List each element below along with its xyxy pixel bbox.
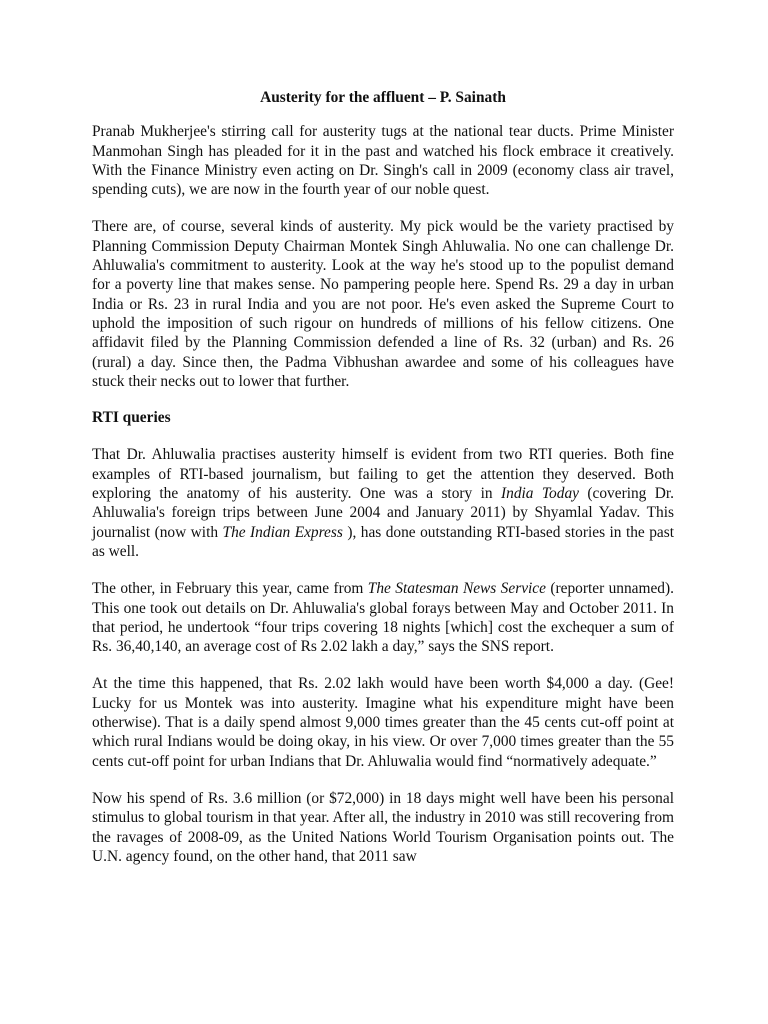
paragraph-4-text-a: The other, in February this year, came from (92, 580, 368, 598)
publication-statesman-news-service: The Statesman News Service (367, 580, 546, 598)
paragraph-4-text-b: (reporter unnamed). This one took out details on Dr. Ahluwalia's global forays between May and October 2011. In that period, he undertook “four trips covering 18 nights [which] cost the exchequer a sum of Rs. 36,40,140, an average cost of Rs 2.02 lakh a day,” says the SNS report. (92, 580, 674, 656)
article-body (92, 88, 674, 884)
paragraph-5: At the time this happened, that Rs. 2.02 lakh would have been worth $4,000 a day. (Gee! Lucky for us Montek was into austerity. Imagine what his expenditure might have been otherwise). That is a daily spend almost 9,000 times greater than the 45 cents cut-off point at which rural Indians would be doing okay, in his view. Or over 7,000 times greater than the 55 cents cut-off point for urban Indians that Dr. Ahluwalia would find “normatively adequate.” (92, 675, 674, 770)
paragraph-3-text-a: That Dr. Ahluwalia practises austerity himself is evident from two RTI queries. Both fine examples of RTI-based journalism, but failing to get the attention they deserved. Both exploring the anatomy of his austerity. One was a story in (92, 446, 674, 503)
paragraph-2: There are, of course, several kinds of austerity. My pick would be the variety practised by Planning Commission Deputy Chairman Montek Singh Ahluwalia. No one can challenge Dr. Ahluwalia's commitment to austerity. Look at the way he's stood up to the populist demand for a poverty line that makes sense. No pampering people here. Spend Rs. 29 a day in urban India or Rs. 23 in rural India and you are not poor. He's even asked the Supreme Court to uphold the imposition of such rigour on hundreds of millions of his fellow citizens. One affidavit filed by the Planning Commission defended a line of Rs. 32 (urban) and Rs. 26 (rural) a day. Since then, the Padma Vibhushan awardee and some of his colleagues have stuck their necks out to lower that further. (92, 218, 674, 390)
paragraph-4 (92, 579, 674, 656)
paragraph-3-text-b: (covering Dr. Ahluwalia's foreign trips between June 2004 and January 2011) by Shyamlal Yadav. This journalist (now with (92, 485, 674, 541)
paragraph-6: Now his spend of Rs. 3.6 million (or $72,000) in 18 days might well have been his personal stimulus to global tourism in that year. After all, the industry in 2010 was still recovering from the ravages of 2008-09, as the United Nations World Tourism Organisation points out. The U.N. agency found, on the other hand, that 2011 saw (92, 789, 674, 865)
section-heading-rti-queries: RTI queries (92, 409, 171, 427)
paragraph-1: Pranab Mukherjee's stirring call for austerity tugs at the national tear ducts. Prime Minister Manmohan Singh has pleaded for it in the past and watched his flock embrace it creatively. With the Finance Ministry even acting on Dr. Singh's call in 2009 (economy class air travel, spending cuts), we are now in the fourth year of our noble quest. (92, 123, 674, 199)
article-title: Austerity for the affluent – P. Sainath (260, 89, 506, 106)
publication-indian-express: The Indian Express (222, 523, 343, 541)
paragraph-3-text-c: ), has done outstanding RTI-based stories in the past as well. (92, 523, 675, 560)
publication-india-today: India Today (501, 485, 579, 503)
paragraph-3 (92, 445, 674, 561)
